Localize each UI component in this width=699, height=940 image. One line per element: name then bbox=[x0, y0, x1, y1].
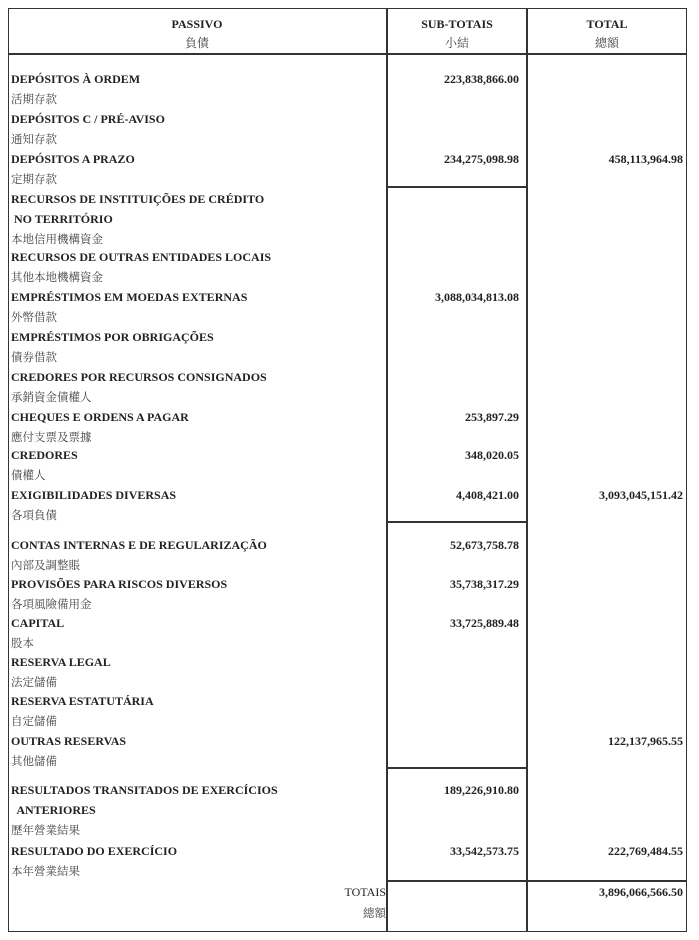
item-label: RECURSOS DE OUTRAS ENTIDADES LOCAIS bbox=[11, 250, 272, 264]
header-subtotais-pt: SUB-TOTAIS bbox=[421, 17, 493, 31]
item-label: EXIGIBILIDADES DIVERSAS bbox=[11, 488, 177, 502]
item-label: DEPÓSITOS A PRAZO bbox=[11, 152, 135, 166]
header-divider bbox=[8, 53, 687, 55]
item-total: 222,769,484.55 bbox=[608, 844, 683, 858]
header-passivo bbox=[8, 14, 386, 52]
grand-total-value: 3,896,066,566.50 bbox=[599, 885, 683, 899]
item-subtotal: 223,838,866.00 bbox=[444, 72, 519, 86]
item-subtotal: 33,542,573.75 bbox=[450, 844, 519, 858]
item-label-zh: 其他本地機構資金 bbox=[11, 270, 103, 284]
item-label: CREDORES bbox=[11, 448, 78, 462]
item-subtotal: 33,725,889.48 bbox=[450, 616, 519, 630]
item-subtotal: 35,738,317.29 bbox=[450, 577, 519, 591]
item-total: 122,137,965.55 bbox=[608, 734, 683, 748]
item-label: CAPITAL bbox=[11, 616, 65, 630]
item-label-zh: 其他儲備 bbox=[11, 754, 57, 768]
item-label-zh: 各項負債 bbox=[11, 508, 57, 522]
header-passivo-pt: PASSIVO bbox=[171, 17, 223, 31]
item-label: DEPÓSITOS C / PRÉ-AVISO bbox=[11, 112, 165, 126]
item-label: RESULTADO DO EXERCÍCIO bbox=[11, 844, 178, 858]
item-label: CHEQUES E ORDENS A PAGAR bbox=[11, 410, 189, 424]
item-label: DEPÓSITOS À ORDEM bbox=[11, 72, 141, 86]
item-label: OUTRAS RESERVAS bbox=[11, 734, 127, 748]
item-label: CONTAS INTERNAS E DE REGULARIZAÇÃO bbox=[11, 538, 267, 552]
item-label: NO TERRITÓRIO bbox=[11, 212, 113, 226]
item-label: ANTERIORES bbox=[11, 803, 96, 817]
item-label: EMPRÉSTIMOS POR OBRIGAÇÕES bbox=[11, 330, 214, 344]
header-total-pt: TOTAL bbox=[586, 17, 628, 31]
item-label-zh: 自定儲備 bbox=[11, 714, 57, 728]
item-label: RECURSOS DE INSTITUIÇÕES DE CRÉDITO bbox=[11, 192, 265, 206]
column-divider bbox=[526, 8, 528, 932]
header-passivo-zh: 負債 bbox=[184, 36, 209, 50]
totals-label-zh: 總額 bbox=[363, 906, 386, 920]
header-subtotais-zh: 小結 bbox=[444, 36, 469, 50]
item-subtotal: 189,226,910.80 bbox=[444, 783, 519, 797]
item-subtotal: 234,275,098.98 bbox=[444, 152, 519, 166]
item-subtotal: 348,020.05 bbox=[465, 448, 519, 462]
item-label-zh: 本年營業結果 bbox=[11, 864, 80, 878]
column-divider bbox=[386, 8, 388, 932]
item-label: RESULTADOS TRANSITADOS DE EXERCÍCIOS bbox=[11, 783, 278, 797]
item-subtotal: 4,408,421.00 bbox=[456, 488, 519, 502]
item-total: 458,113,964.98 bbox=[608, 152, 683, 166]
item-label-zh: 承銷資金債權人 bbox=[11, 390, 92, 404]
item-label-zh: 應付支票及票據 bbox=[11, 430, 92, 444]
item-label-zh: 定期存款 bbox=[11, 172, 57, 186]
item-label-zh: 活期存款 bbox=[11, 92, 57, 106]
item-label-zh: 債券借款 bbox=[11, 350, 57, 364]
item-label-zh: 債權人 bbox=[11, 468, 46, 482]
item-subtotal: 52,673,758.78 bbox=[450, 538, 519, 552]
group-divider bbox=[386, 186, 527, 188]
item-label-zh: 股本 bbox=[11, 636, 34, 650]
totals-divider bbox=[386, 880, 687, 882]
item-label: CREDORES POR RECURSOS CONSIGNADOS bbox=[11, 370, 267, 384]
group-divider bbox=[386, 767, 527, 769]
item-label-zh: 外幣借款 bbox=[11, 310, 57, 324]
header-total-zh: 總額 bbox=[594, 36, 619, 50]
item-label-zh: 本地信用機構資金 bbox=[11, 232, 103, 246]
item-label: RESERVA ESTATUTÁRIA bbox=[11, 694, 154, 708]
item-label-zh: 內部及調整賬 bbox=[11, 558, 80, 572]
item-subtotal: 3,088,034,813.08 bbox=[435, 290, 519, 304]
group-divider bbox=[386, 521, 527, 523]
item-total: 3,093,045,151.42 bbox=[599, 488, 683, 502]
header-total bbox=[527, 14, 687, 52]
item-label-zh: 歷年營業結果 bbox=[11, 823, 80, 837]
item-label-zh: 各項風險備用金 bbox=[11, 597, 92, 611]
totals-label: TOTAIS bbox=[344, 885, 386, 899]
item-label-zh: 通知存款 bbox=[11, 132, 57, 146]
item-label: PROVISÕES PARA RISCOS DIVERSOS bbox=[11, 577, 228, 591]
item-subtotal: 253,897.29 bbox=[465, 410, 519, 424]
item-label-zh: 法定儲備 bbox=[11, 675, 57, 689]
header-subtotais bbox=[387, 14, 527, 52]
item-label: RESERVA LEGAL bbox=[11, 655, 111, 669]
item-label: EMPRÉSTIMOS EM MOEDAS EXTERNAS bbox=[11, 290, 248, 304]
